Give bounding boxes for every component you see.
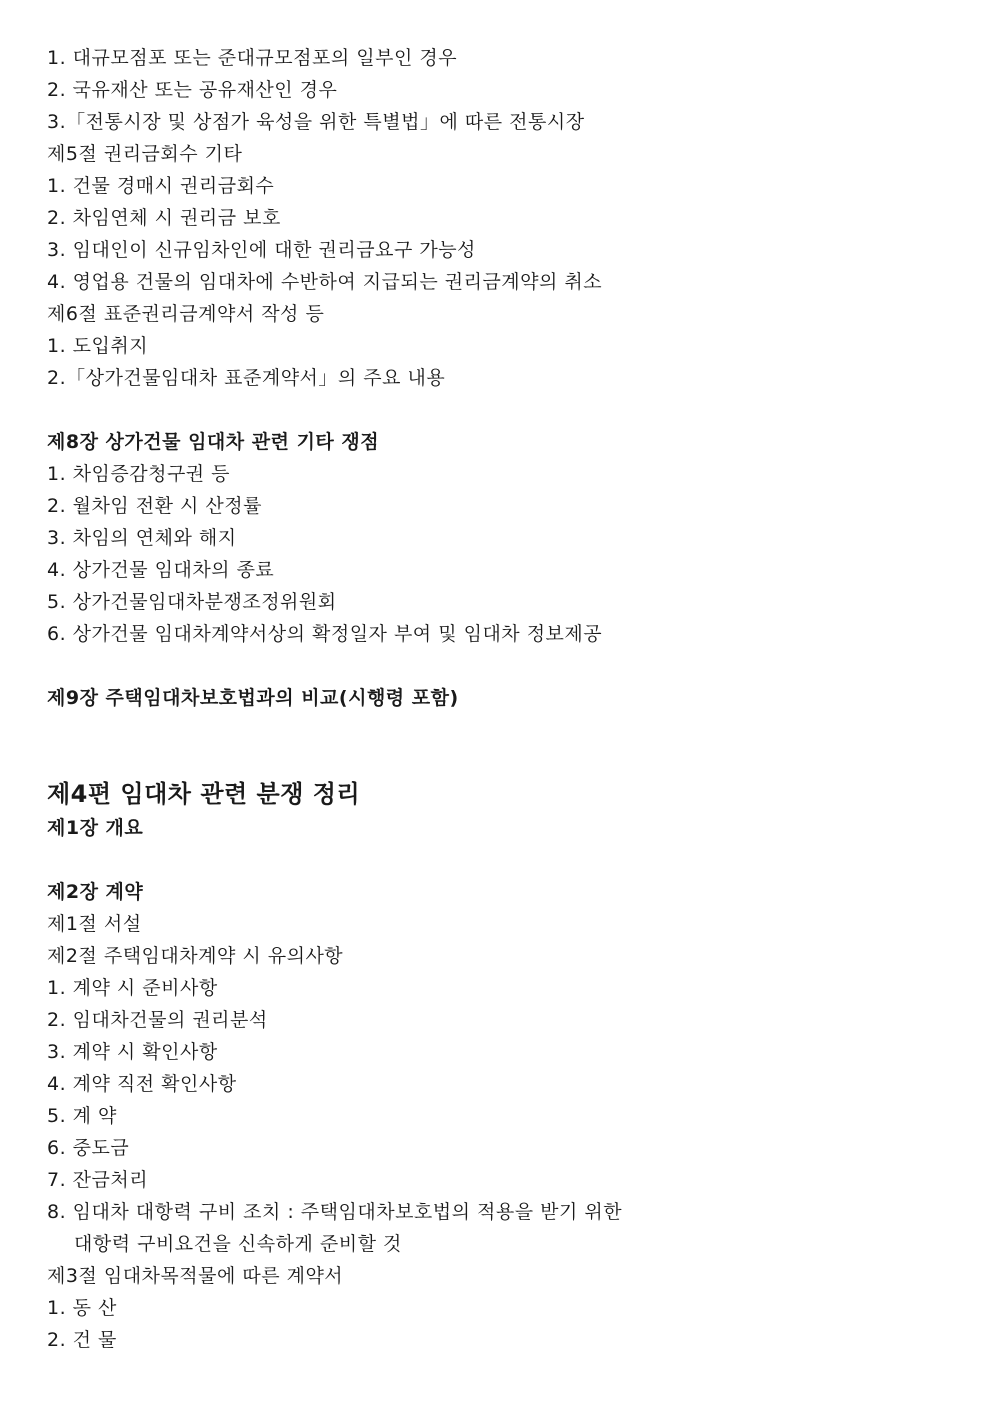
list-item: 8. 임대차 대항력 구비 조치 : 주택임대차보호법의 적용을 받기 위한 [47,1201,623,1223]
list-item: 2. 차임연체 시 권리금 보호 [47,207,281,229]
chapter-8 [47,426,947,650]
list-item: 6. 상가건물 임대차계약서상의 확정일자 부여 및 임대차 정보제공 [47,623,603,645]
list-item: 5. 계 약 [47,1105,117,1127]
document-page [47,42,947,1356]
list-item: 1. 대규모점포 또는 준대규모점포의 일부인 경우 [47,47,458,69]
list-item: 1. 도입취지 [47,335,149,357]
list-item: 2. 임대차건물의 권리분석 [47,1009,268,1031]
list-item: 5. 상가건물임대차분쟁조정위원회 [47,591,337,613]
section-heading: 제6절 표준권리금계약서 작성 등 [47,303,325,325]
part-title: 제4편 임대차 관련 분쟁 정리 [47,780,361,808]
list-item: 3.「전통시장 및 상점가 육성을 위한 특별법」에 따른 전통시장 [47,111,585,133]
spacer [47,844,947,876]
chapter-title: 제8장 상가건물 임대차 관련 기타 쟁점 [47,431,380,453]
section-list-top [47,42,947,394]
list-item: 3. 임대인이 신규임차인에 대한 권리금요구 가능성 [47,239,476,261]
section-heading: 제1절 서설 [47,913,142,935]
list-item: 3. 계약 시 확인사항 [47,1041,218,1063]
list-item: 6. 중도금 [47,1137,130,1159]
list-item: 7. 잔금처리 [47,1169,149,1191]
chapter-title: 제2장 계약 [47,881,144,903]
list-item: 2.「상가건물임대차 표준계약서」의 주요 내용 [47,367,446,389]
part-4 [47,776,947,1356]
list-item: 1. 계약 시 준비사항 [47,977,218,999]
list-item: 3. 차임의 연체와 해지 [47,527,237,549]
chapter-title: 제1장 개요 [47,817,144,839]
list-item: 2. 국유재산 또는 공유재산인 경우 [47,79,338,101]
list-item: 4. 계약 직전 확인사항 [47,1073,237,1095]
section-heading: 제3절 임대차목적물에 따른 계약서 [47,1265,344,1287]
list-item: 1. 동 산 [47,1297,117,1319]
list-item: 1. 차임증감청구권 등 [47,463,231,485]
section-heading: 제5절 권리금회수 기타 [47,143,243,165]
spacer [47,650,947,682]
list-item: 2. 건 물 [47,1329,117,1351]
spacer [47,394,947,426]
list-item: 4. 상가건물 임대차의 종료 [47,559,275,581]
list-item-continuation: 대항력 구비요건을 신속하게 준비할 것 [74,1233,402,1255]
list-item: 2. 월차임 전환 시 산정률 [47,495,262,517]
chapter-title: 제9장 주택임대차보호법과의 비교(시행령 포함) [47,687,459,709]
list-item: 1. 건물 경매시 권리금회수 [47,175,275,197]
list-item: 4. 영업용 건물의 임대차에 수반하여 지급되는 권리금계약의 취소 [47,271,603,293]
section-heading: 제2절 주택임대차계약 시 유의사항 [47,945,344,967]
spacer [47,714,947,776]
chapter-9 [47,682,947,714]
